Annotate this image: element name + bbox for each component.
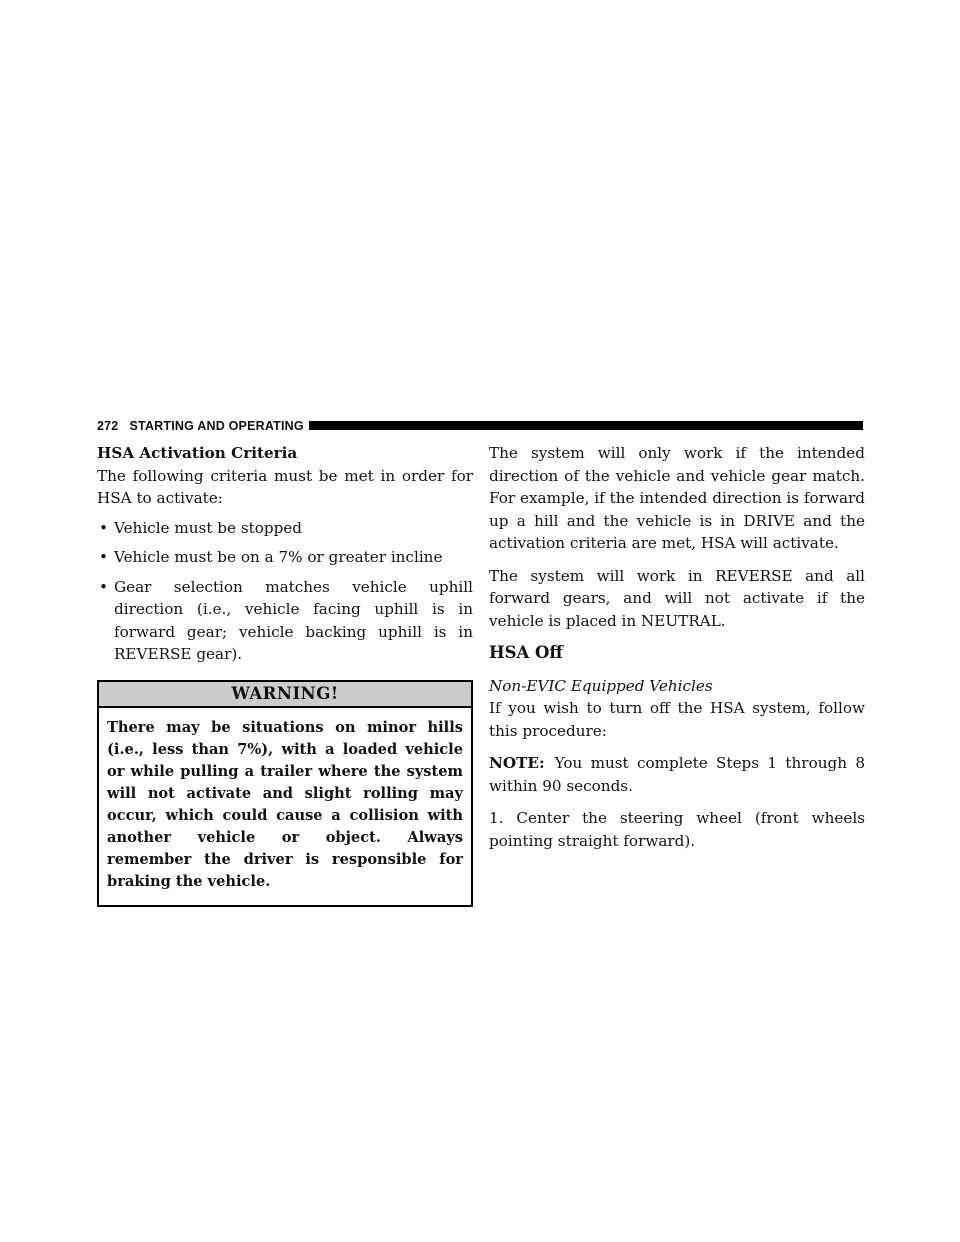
warning-body: There may be situations on minor hills (i.e., less than 7%), with a loaded vehicle or while pulling a trailer where the system will not activate and slight rolling may occur, which could cause a collision with another vehicle or object. Always remember the driver is responsible for braking the vehicle.	[107, 718, 463, 890]
direction-paragraph: The system will only work if the intended direction of the vehicle and vehicle gear match. For example, if the intended direction is forward up a hill and the vehicle is in DRIVE and the activation criteria are met, HSA will activate.	[489, 444, 865, 552]
list-item: • Vehicle must be on a 7% or greater incline	[97, 546, 473, 569]
note-text: You must complete Steps 1 through 8 within 90 seconds.	[489, 754, 865, 795]
note-paragraph	[489, 752, 865, 797]
note-label: NOTE:	[489, 754, 545, 772]
list-item: • Vehicle must be stopped	[97, 517, 473, 540]
warning-box	[97, 680, 473, 907]
criteria-list	[97, 517, 473, 666]
activation-criteria-heading: HSA Activation Criteria	[97, 444, 298, 462]
page-header-text	[97, 418, 310, 434]
warning-title: WARNING!	[99, 682, 471, 708]
gears-paragraph: The system will work in REVERSE and all forward gears, and will not activate if the vehicle is placed in NEUTRAL.	[489, 566, 865, 630]
intro-paragraph: The following criteria must be met in order for HSA to activate:	[97, 466, 473, 507]
right-column	[489, 442, 865, 852]
page-header	[97, 418, 863, 434]
left-column	[97, 442, 473, 907]
header-rule	[309, 421, 863, 430]
procedure-intro: If you wish to turn off the HSA system, follow this procedure:	[489, 699, 865, 740]
step-1: 1. Center the steering wheel (front wheels pointing straight forward).	[489, 809, 865, 850]
list-item: • Gear selection matches vehicle uphill direction (i.e., vehicle facing uphill is in forward gear; vehicle backing uphill is in REVERSE gear).	[97, 576, 473, 666]
non-evic-subheading: Non-EVIC Equipped Vehicles	[489, 676, 713, 695]
page-number: 272	[97, 419, 119, 433]
section-title: STARTING AND OPERATING	[129, 419, 304, 433]
hsa-off-heading: HSA Off	[489, 643, 563, 662]
